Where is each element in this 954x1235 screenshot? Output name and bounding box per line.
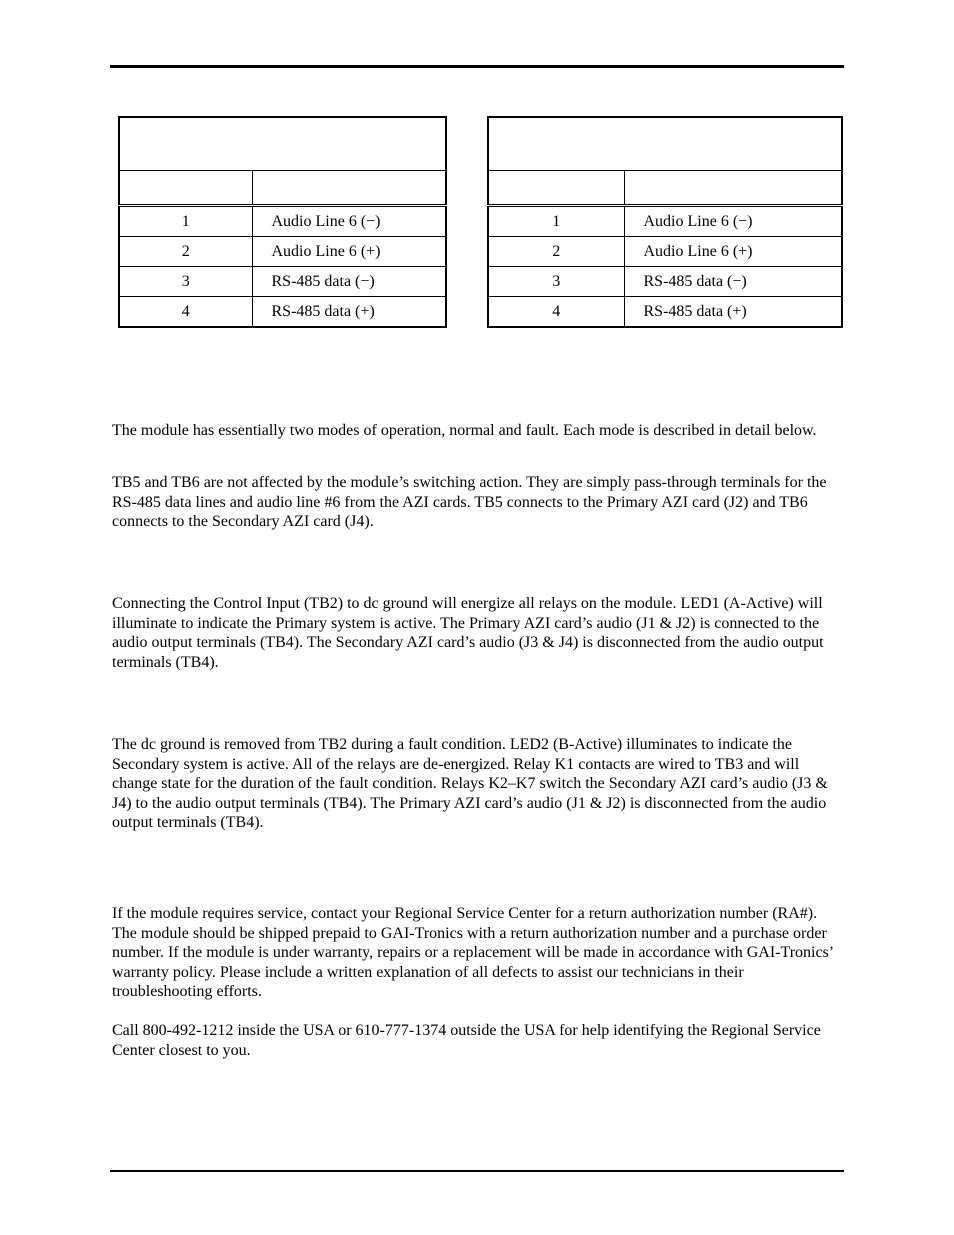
table-row [119, 267, 446, 297]
pin-number: 4 [488, 297, 624, 328]
table-row [488, 206, 842, 237]
tb5-pin-table [118, 116, 447, 328]
table-row [488, 267, 842, 297]
pin-signal: RS-485 data (−) [624, 267, 842, 297]
pin-signal: RS-485 data (−) [252, 267, 446, 297]
pin-signal: Audio Line 6 (+) [252, 237, 446, 267]
pin-number: 2 [119, 237, 252, 267]
contact-paragraph: Call 800-492-1212 inside the USA or 610-777-1374 outside the USA for help identifying the Regional Service Center closest to you. [112, 1022, 821, 1059]
pin-signal: Audio Line 6 (−) [252, 206, 446, 237]
pin-number: 4 [119, 297, 252, 328]
pin-signal: Audio Line 6 (+) [624, 237, 842, 267]
table-row [119, 297, 446, 328]
table-title-cell [119, 117, 446, 171]
signal-header-cell [252, 171, 446, 206]
pin-number: 1 [119, 206, 252, 237]
table-row [488, 297, 842, 328]
pin-signal: RS-485 data (+) [624, 297, 842, 328]
pin-signal: Audio Line 6 (−) [624, 206, 842, 237]
fault-mode-paragraph: The dc ground is removed from TB2 during a fault condition. LED2 (B-Active) illuminates to indicate the Secondary system is active. All of the relays are de-energized. Relay K1 contacts are wired to TB3 and will change state for the duration of the fault condition. Relays K2–K7 switch the Secondary AZI card’s audio (J3 & J4) to the audio output terminals (TB4). The Primary AZI card’s audio (J1 & J2) is disconnected from the audio output terminals (TB4). [112, 736, 828, 832]
pin-header-cell [119, 171, 252, 206]
table-row [119, 206, 446, 237]
table-row [119, 237, 446, 267]
pin-number: 2 [488, 237, 624, 267]
tb6-pin-table [487, 116, 843, 328]
pin-number: 1 [488, 206, 624, 237]
table-row [488, 237, 842, 267]
signal-header-cell [624, 171, 842, 206]
service-paragraph: If the module requires service, contact your Regional Service Center for a return authorization number (RA#). The module should be shipped prepaid to GAI-Tronics with a return authorization number and a purchase order number. If the module is under warranty, repairs or a replacement will be made in accordance with GAI-Tronics’ warranty policy. Please include a written explanation of all defects to assist our technicians in their troubleshooting efforts. [112, 905, 833, 1001]
footer-rule [110, 1170, 844, 1172]
pin-number: 3 [488, 267, 624, 297]
pin-signal: RS-485 data (+) [252, 297, 446, 328]
normal-mode-paragraph: Connecting the Control Input (TB2) to dc ground will energize all relays on the module. LED1 (A-Active) will illuminate to indicate the Primary system is active. The Primary AZI card’s audio (J1 & J2) is connected to the audio output terminals (TB4). The Secondary AZI card’s audio (J3 & J4) is disconnected from the audio output terminals (TB4). [112, 595, 824, 671]
operation-intro-paragraph: The module has essentially two modes of operation, normal and fault. Each mode is described in detail below. [112, 422, 817, 439]
header-rule [110, 65, 844, 68]
table-title-cell [488, 117, 842, 171]
tb5-tb6-paragraph: TB5 and TB6 are not affected by the module’s switching action. They are simply pass-through terminals for the RS-485 data lines and audio line #6 from the AZI cards. TB5 connects to the Primary AZI card (J2) and TB6 connects to the Secondary AZI card (J4). [112, 474, 827, 531]
pin-header-cell [488, 171, 624, 206]
pin-number: 3 [119, 267, 252, 297]
